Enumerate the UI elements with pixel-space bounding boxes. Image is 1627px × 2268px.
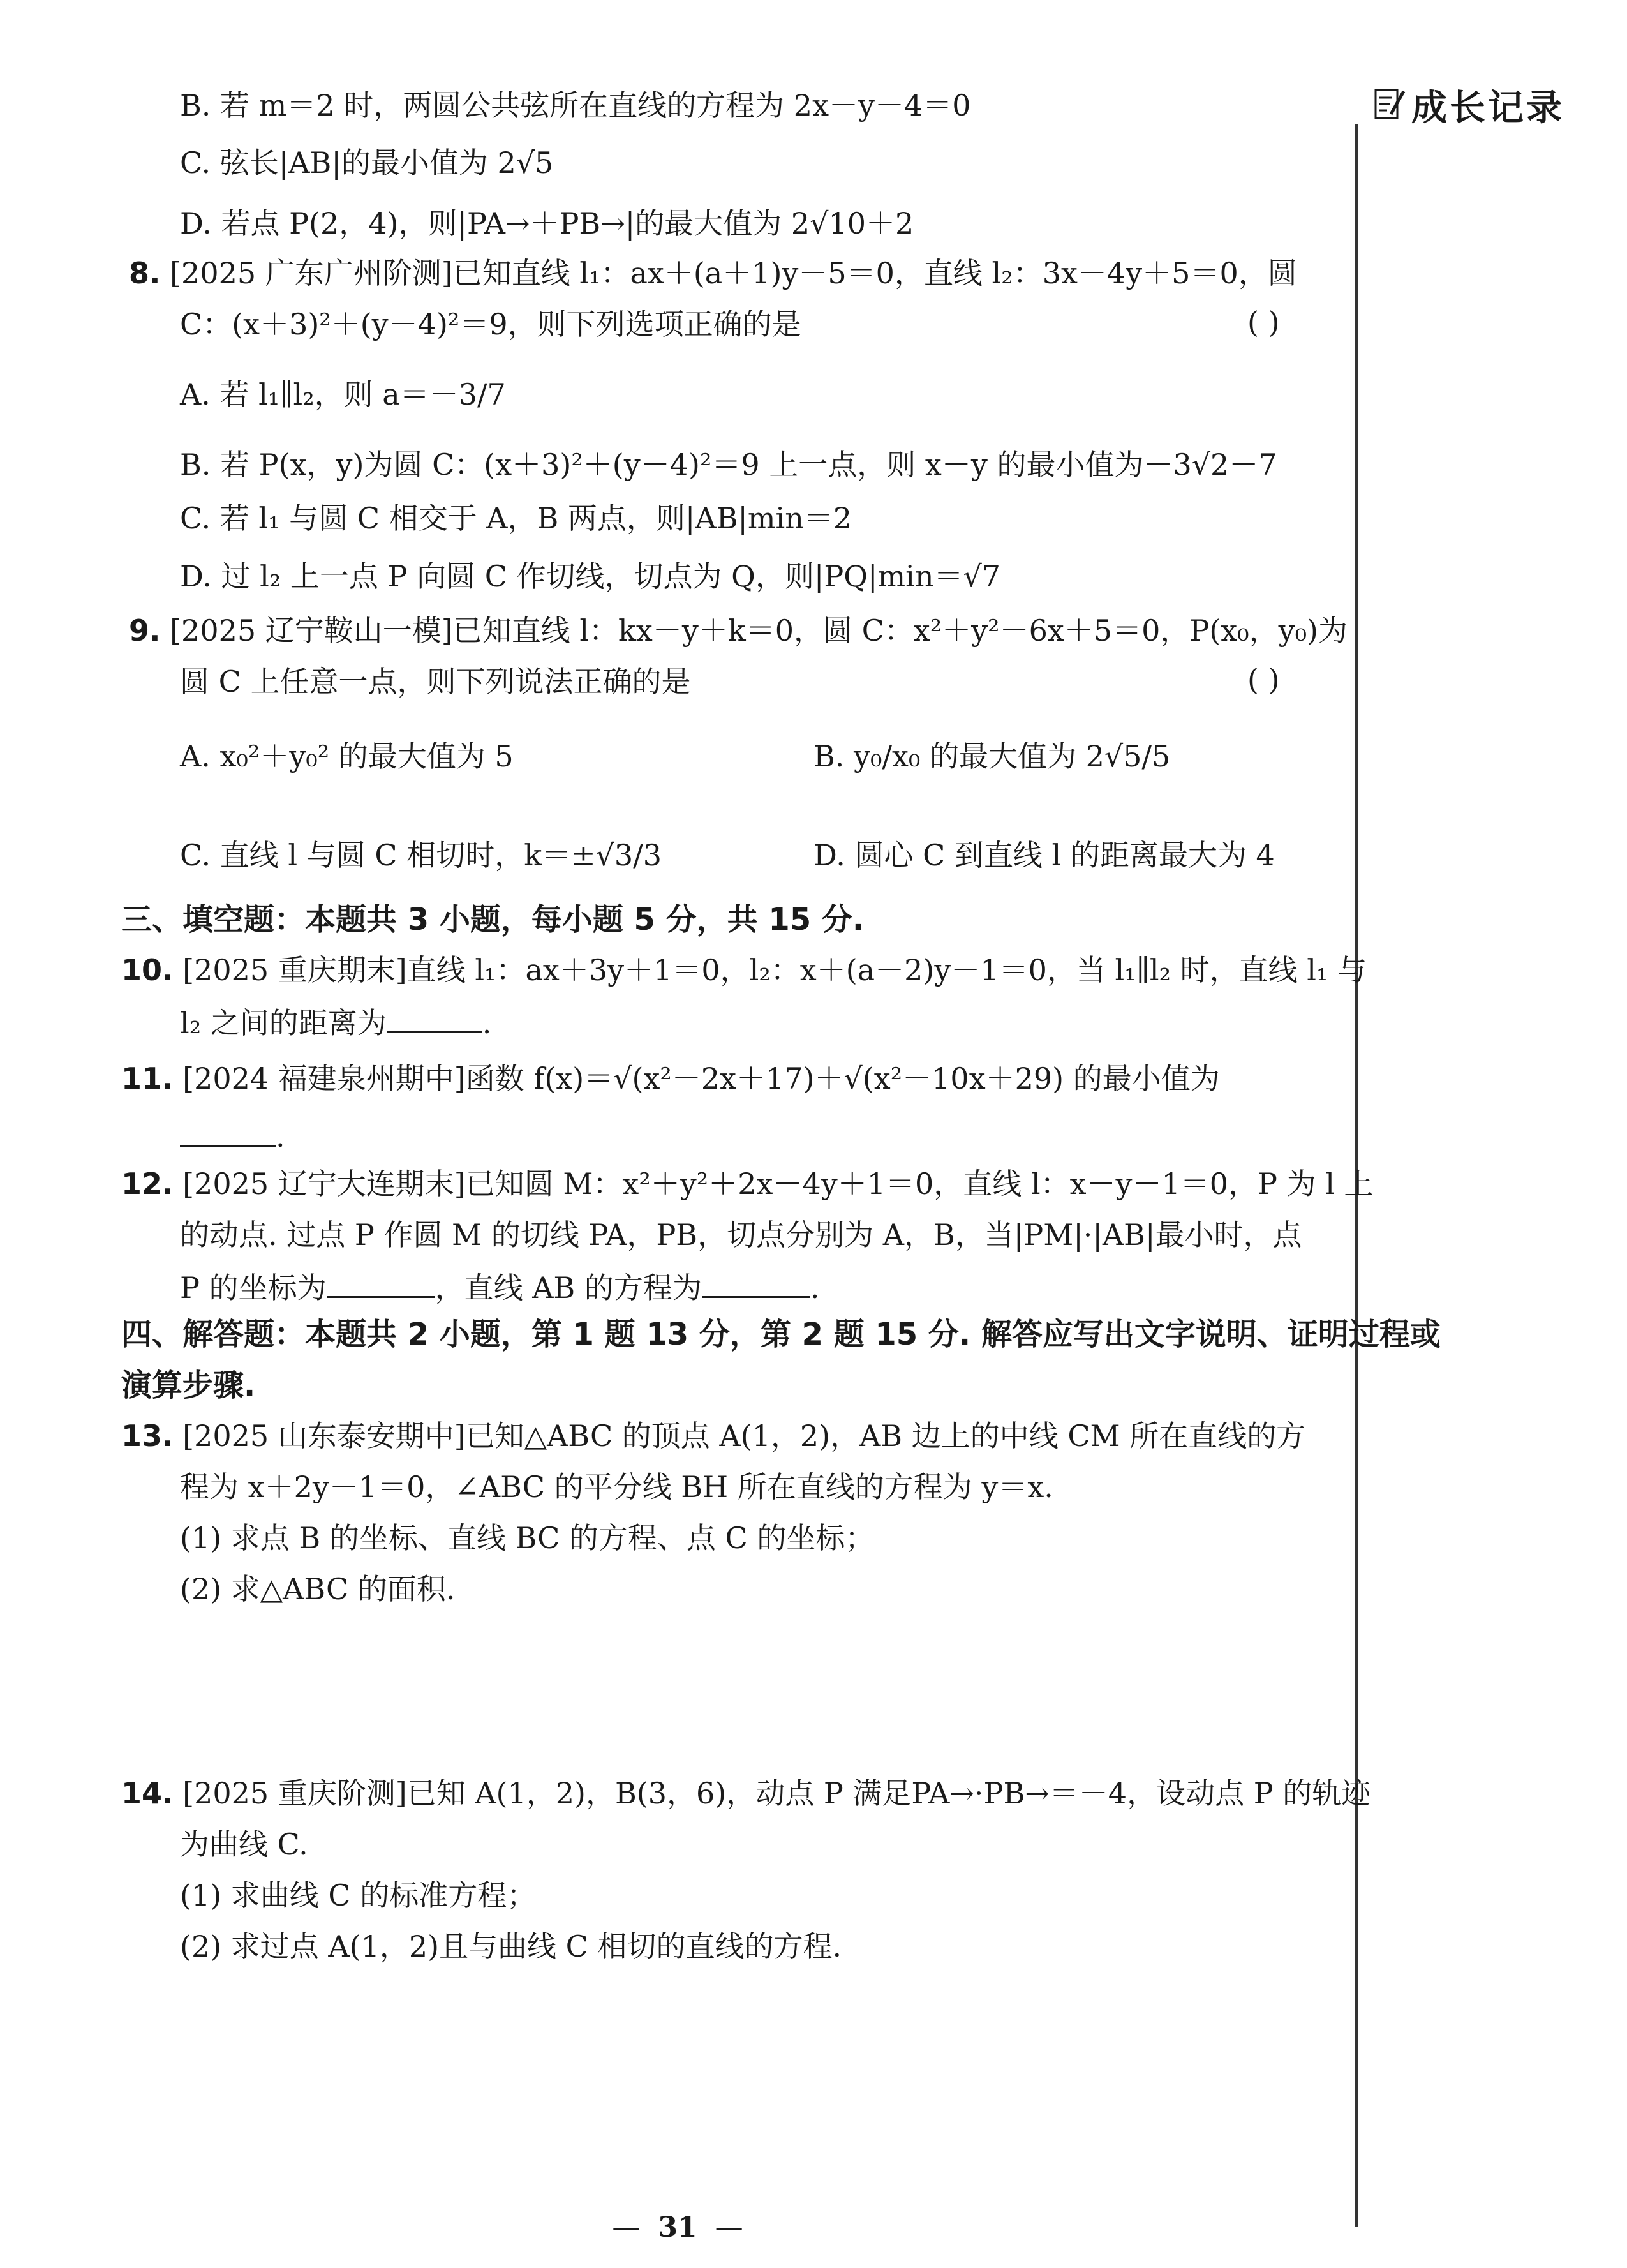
q13-stem-text1: [2025 山东泰安期中]已知△ABC 的顶点 A(1，2)，AB 边上的中线 CM 所在直线的方 (182, 1419, 1306, 1453)
q9-option-c: C. 直线 l 与圆 C 相切时，k＝±√3/3 (180, 838, 662, 872)
q10-stem-text2: l₂ 之间的距离为 (180, 1006, 387, 1040)
q12-answer-blank-ab[interactable] (702, 1267, 810, 1298)
q14-number: 14. (121, 1776, 174, 1810)
q8-answer-paren: ( ) (1247, 305, 1280, 339)
q11-period: . (276, 1119, 285, 1154)
q13-stem-line1 (121, 1417, 1305, 1455)
page-number-value: 31 (658, 2211, 697, 2244)
q7-option-d: D. 若点 P(2，4)，则|PA→＋PB→|的最大值为 2√10＋2 (180, 206, 914, 241)
q7-option-b: B. 若 m＝2 时，两圆公共弦所在直线的方程为 2x－y－4＝0 (180, 88, 971, 123)
q9-stem-text1: [2025 辽宁鞍山一模]已知直线 l：kx－y＋k＝0，圆 C：x²＋y²－6x＋5＝0，P(x₀，y₀)为 (170, 613, 1348, 648)
q12-stem-text3b: ，直线 AB 的方程为 (435, 1271, 702, 1305)
q10-period: . (482, 1006, 492, 1040)
q12-number: 12. (121, 1167, 174, 1201)
q12-stem-line2: 的动点. 过点 P 作圆 M 的切线 PA，PB，切点分别为 A，B，当|PM|·|AB|最小时，点 (180, 1218, 1302, 1252)
q10-number: 10. (121, 953, 174, 987)
q13-part2: (2) 求△ABC 的面积. (180, 1572, 456, 1606)
q7-option-c: C. 弦长|AB|的最小值为 2√5 (180, 145, 554, 180)
q10-stem-line2 (180, 1002, 491, 1042)
q11-stem-line2 (180, 1115, 285, 1156)
q13-part1: (1) 求点 B 的坐标、直线 BC 的方程、点 C 的坐标； (180, 1521, 875, 1555)
q8-number: 8. (129, 256, 161, 290)
q14-stem-line1 (121, 1774, 1371, 1812)
q12-stem-text3a: P 的坐标为 (180, 1271, 327, 1305)
q13-stem-line2: 程为 x＋2y－1＝0，∠ABC 的平分线 BH 所在直线的方程为 y＝x. (180, 1470, 1053, 1504)
q11-stem-line1 (121, 1059, 1220, 1098)
q9-option-d: D. 圆心 C 到直线 l 的距离最大为 4 (814, 838, 1275, 872)
sidebar-title (1373, 80, 1564, 131)
page-number (0, 2211, 1355, 2244)
q8-option-b: B. 若 P(x，y)为圆 C：(x＋3)²＋(y－4)²＝9 上一点，则 x－y 的最小值为－3√2－7 (180, 447, 1277, 482)
q12-stem-line3 (180, 1267, 819, 1307)
q10-answer-blank[interactable] (387, 1002, 482, 1033)
q12-answer-blank-p[interactable] (327, 1267, 435, 1298)
q8-option-c: C. 若 l₁ 与圆 C 相交于 A，B 两点，则|AB|min＝2 (180, 501, 852, 535)
notebook-pen-icon (1373, 86, 1408, 124)
page-dash-left: — (612, 2211, 641, 2244)
q11-stem-text1: [2024 福建泉州期中]函数 f(x)＝√(x²－2x＋17)＋√(x²－10x＋29) 的最小值为 (182, 1061, 1220, 1096)
q9-option-b: B. y₀/x₀ 的最大值为 2√5/5 (814, 739, 1171, 773)
q9-option-a: A. x₀²＋y₀² 的最大值为 5 (180, 739, 514, 773)
q11-answer-blank[interactable] (180, 1115, 276, 1147)
q14-stem-line2: 为曲线 C. (180, 1827, 308, 1861)
q8-stem-line1 (129, 254, 1297, 292)
q10-stem-text1: [2025 重庆期末]直线 l₁：ax＋3y＋1＝0，l₂：x＋(a－2)y－1＝0，当 l₁∥l₂ 时，直线 l₁ 与 (182, 953, 1367, 987)
q8-stem-line2: C：(x＋3)²＋(y－4)²＝9，则下列选项正确的是 (180, 307, 801, 341)
section-heading-fill-in: 三、填空题：本题共 3 小题，每小题 5 分，共 15 分. (121, 902, 865, 937)
q8-option-a: A. 若 l₁∥l₂，则 a＝－3/7 (180, 377, 506, 412)
q8-option-d: D. 过 l₂ 上一点 P 向圆 C 作切线，切点为 Q，则|PQ|min＝√7 (180, 559, 1001, 593)
q11-number: 11. (121, 1061, 174, 1096)
q9-number: 9. (129, 613, 161, 648)
q12-stem-text1: [2025 辽宁大连期末]已知圆 M：x²＋y²＋2x－4y＋1＝0，直线 l：x－y－1＝0，P 为 l 上 (182, 1167, 1374, 1201)
q10-stem-line1 (121, 951, 1367, 989)
q14-part2: (2) 求过点 A(1，2)且与曲线 C 相切的直线的方程. (180, 1929, 842, 1964)
q9-stem-line2: 圆 C 上任意一点，则下列说法正确的是 (180, 664, 691, 699)
q12-stem-line1 (121, 1165, 1374, 1203)
q12-period: . (810, 1271, 820, 1305)
page-dash-right: — (715, 2211, 743, 2244)
q14-part1: (1) 求曲线 C 的标准方程； (180, 1878, 537, 1913)
q8-stem-text1: [2025 广东广州阶测]已知直线 l₁：ax＋(a＋1)y－5＝0，直线 l₂：3x－4y＋5＝0，圆 (170, 256, 1297, 290)
section-heading-answer: 四、解答题：本题共 2 小题，第 1 题 13 分，第 2 题 15 分. 解答应写出文字说明、证明过程或 (121, 1317, 1441, 1352)
q9-stem-line1 (129, 611, 1348, 650)
sidebar-title-text: 成长记录 (1411, 87, 1564, 129)
section-heading-answer-cont: 演算步骤. (121, 1368, 256, 1403)
q9-answer-paren: ( ) (1247, 662, 1280, 697)
q14-stem-text1: [2025 重庆阶测]已知 A(1，2)，B(3，6)，动点 P 满足PA→·PB→＝－4，设动点 P 的轨迹 (182, 1776, 1371, 1810)
q13-number: 13. (121, 1419, 174, 1453)
